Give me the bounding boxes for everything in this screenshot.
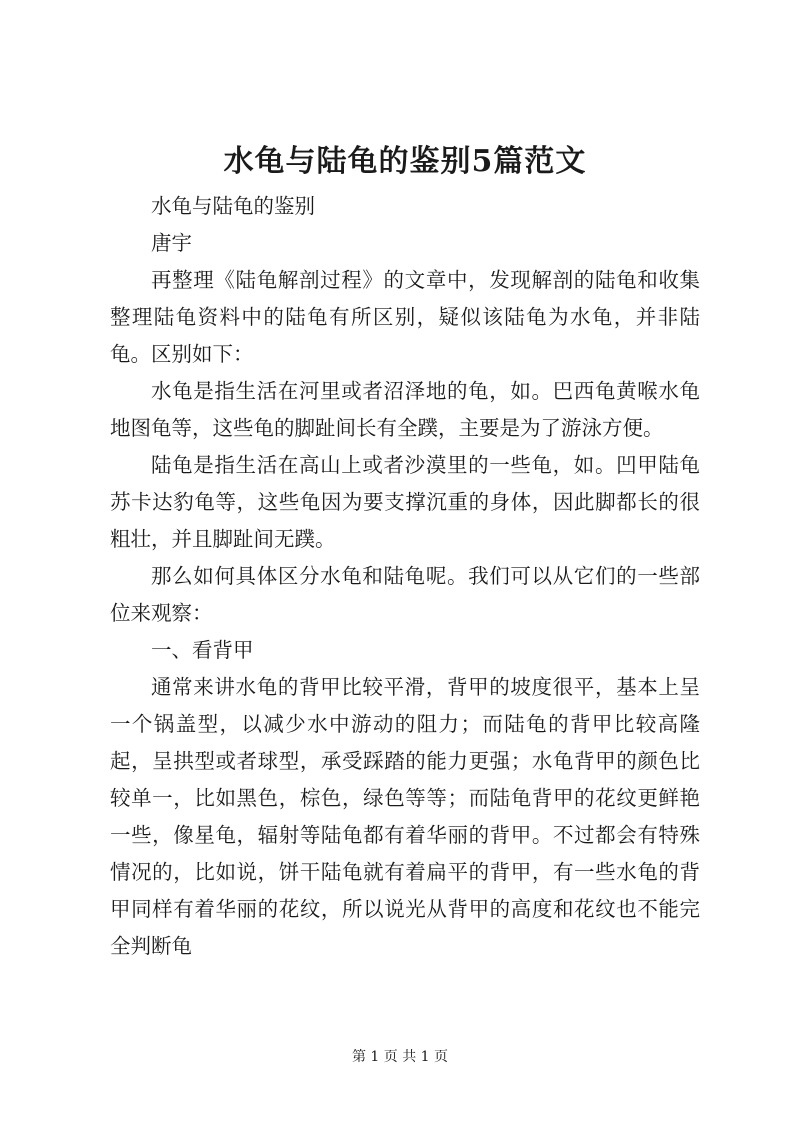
body-paragraph: 水龟是指生活在河里或者沼泽地的龟，如。巴西龟黄喉水龟地图龟等，这些龟的脚趾间长有全蹼，主要是为了游泳方便。 (110, 379, 700, 440)
body-paragraph: 那么如何具体区分水龟和陆龟呢。我们可以从它们的一些部位来观察： (110, 564, 700, 625)
page-footer: 第 1 页 共 1 页 (351, 1049, 449, 1065)
body-paragraph: 再整理《陆龟解剖过程》的文章中，发现解剖的陆龟和收集整理陆龟资料中的陆龟有所区别，疑似该陆龟为水龟，并非陆龟。区别如下： (110, 268, 700, 366)
author-paragraph: 唐宇 (151, 231, 192, 255)
document-title: 水龟与陆龟的鉴别5篇范文 (223, 144, 587, 179)
subtitle-paragraph: 水龟与陆龟的鉴别 (151, 194, 315, 218)
section-heading: 一、看背甲 (151, 638, 254, 662)
body-paragraph: 陆龟是指生活在高山上或者沙漠里的一些龟，如。凹甲陆龟苏卡达豹龟等，这些龟因为要支撑沉重的身体，因此脚都长的很粗壮，并且脚趾间无蹼。 (110, 453, 700, 551)
body-paragraph: 通常来讲水龟的背甲比较平滑，背甲的坡度很平，基本上呈一个锅盖型，以减少水中游动的阻力；而陆龟的背甲比较高隆起，呈拱型或者球型，承受踩踏的能力更强；水龟背甲的颜色比较单一，比如黑色，棕色，绿色等等；而陆龟背甲的花纹更鲜艳一些，像星龟，辐射等陆龟都有着华丽的背甲。不过都会有特殊情况的，比如说，饼干陆龟就有着扁平的背甲，有一些水龟的背甲同样有着华丽的花纹，所以说光从背甲的高度和花纹也不能完全判断龟 (110, 675, 700, 958)
document-body (110, 188, 700, 965)
